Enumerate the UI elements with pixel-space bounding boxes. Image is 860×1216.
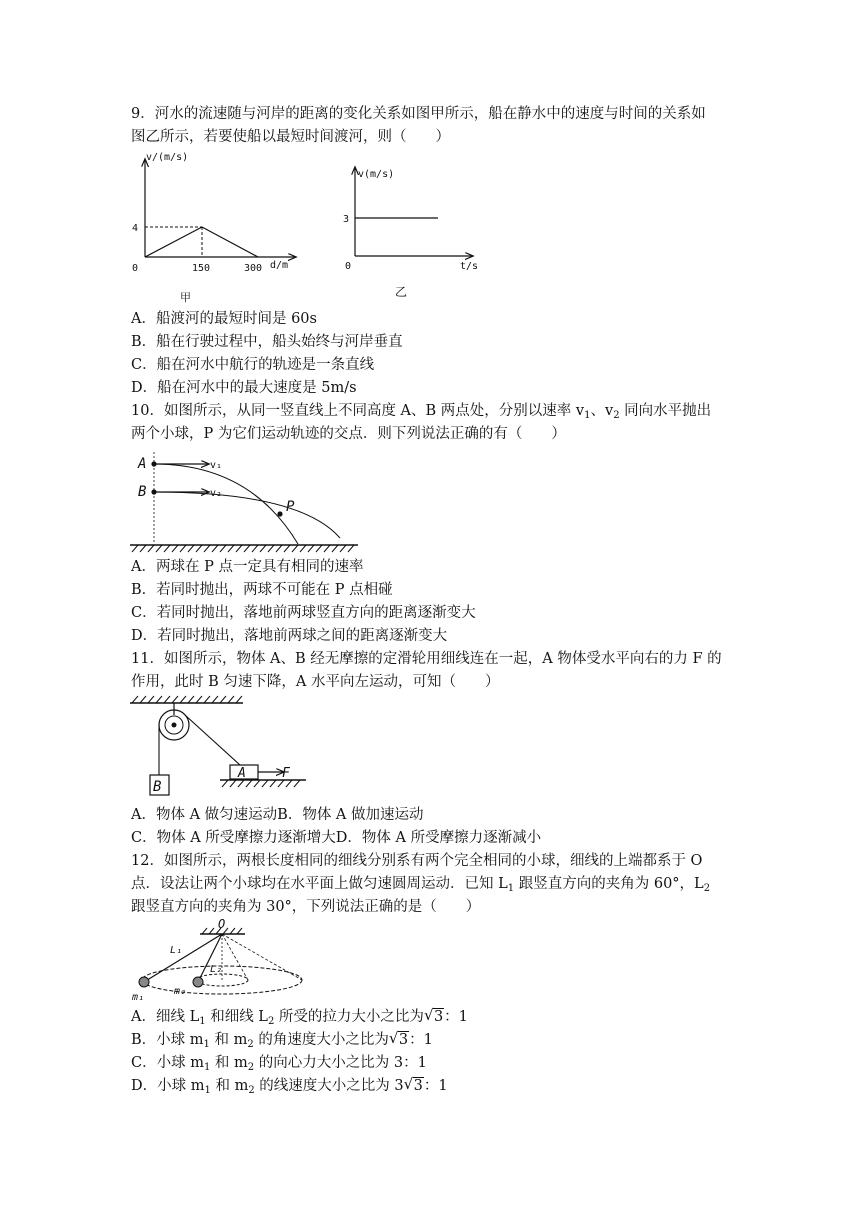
q11-stem-line1: 11．如图所示，物体 A、B 经无摩擦的定滑轮用细线连在一起，A 物体受水平向右的力 F 的 [131, 651, 722, 667]
jia-xlabel: d/m [270, 260, 289, 271]
label-f: F [282, 766, 290, 781]
cone-small-right [222, 934, 248, 980]
yi-caption: 乙 [395, 285, 408, 299]
q10-option-c: C．若同时抛出，落地前两球竖直方向的距离逐渐变大 [131, 605, 476, 621]
sqrt-symbol: √ 3 [423, 1006, 444, 1025]
ball-m1 [139, 977, 149, 987]
yi-xlabel: t/s [460, 261, 479, 272]
q12-stem-line1: 12．如图所示，两根长度相同的细线分别系有两个完全相同的小球，细线的上端都系于 O [131, 853, 703, 869]
label-a: A [138, 456, 147, 472]
label-m1: m₁ [132, 992, 145, 1003]
q12-stem-line3: 跟竖直方向的夹角为 30°，下列说法正确的是（ ） [131, 899, 481, 915]
sqrt-symbol: √ 3 [403, 1075, 423, 1094]
jia-origin: 0 [132, 263, 139, 274]
cone-right [222, 934, 302, 980]
q9-option-d: D．船在河水中的最大速度是 5m/s [131, 380, 357, 396]
jia-xtick1: 150 [192, 263, 211, 274]
label-l1: L₁ [170, 945, 183, 956]
label-v2: v₂ [210, 488, 223, 499]
q11-figure [128, 695, 313, 800]
point-p [277, 511, 282, 516]
q12-option-b: B．小球 $m_1$ 和 $m_2$ 的角速度大小之比为 √ 3：1 [131, 1029, 433, 1050]
label-b: B [138, 484, 147, 500]
q9-figure-jia [130, 150, 320, 310]
q12-option-a: A．细线 $L_1$ 和细线 $L_2$ 所受的拉力大小之比为 √ 3：1 [131, 1006, 468, 1027]
ball-m2 [193, 977, 203, 987]
q9-option-a: A．船渡河的最短时间是 60s [131, 311, 317, 327]
label-b: B [153, 779, 162, 795]
q11-option-cd: C．物体 A 所受摩擦力逐渐增大D．物体 A 所受摩擦力逐渐减小 [131, 830, 542, 846]
q11-option-ab: A．物体 A 做匀速运动B．物体 A 做加速运动 [131, 807, 424, 823]
label-a: A [238, 766, 246, 781]
q9-stem-line1: 9．河水的流速随与河岸的距离的变化关系如图甲所示，船在静水中的速度与时间的关系如 [131, 106, 706, 122]
label-v1: v₁ [210, 460, 223, 471]
label-o: O [218, 918, 226, 931]
q10-option-a: A．两球在 P 点一定具有相同的速率 [131, 559, 364, 575]
q11-stem-line2: 作用，此时 B 匀速下降，A 水平向左运动，可知（ ） [131, 674, 500, 690]
jia-caption: 甲 [180, 291, 191, 304]
q10-stem-line1: 10．如图所示，从同一竖直线上不同高度 A、B 两点处，分别以速率 $v_1$、$v_2$ 同向水平抛出 [131, 403, 712, 421]
jia-ylabel: v/(m/s) [146, 152, 189, 163]
label-l2: L₂ [210, 964, 223, 975]
jia-xtick2: 300 [244, 263, 263, 274]
q9-option-c: C．船在河水中航行的轨迹是一条直线 [131, 357, 375, 373]
q10-option-d: D．若同时抛出，落地前两球之间的距离逐渐变大 [131, 628, 448, 644]
q12-option-c: C．小球 $m_1$ 和 $m_2$ 的向心力大小之比为 3：1 [131, 1055, 427, 1073]
q9-stem-line2: 图乙所示，若要使船以最短时间渡河，则（ ） [131, 129, 450, 145]
ceiling [130, 696, 243, 703]
label-p: P [286, 499, 295, 515]
jia-ytick: 4 [132, 223, 139, 234]
floor [220, 780, 306, 787]
label-m2: m₂ [174, 986, 187, 997]
q9-option-b: B．船在行驶过程中，船头始终与河岸垂直 [131, 334, 403, 350]
q9-figure-yi [340, 163, 490, 305]
trajectory-b [154, 492, 340, 538]
q10-option-b: B．若同时抛出，两球不可能在 P 点相碰 [131, 582, 393, 598]
sqrt-symbol: √ 3 [388, 1029, 409, 1048]
q12-figure [130, 918, 310, 1003]
rope-to-a [185, 715, 240, 765]
yi-ytick: 3 [343, 214, 350, 225]
yi-ylabel: v(m/s) [358, 169, 395, 180]
yi-origin: 0 [345, 261, 352, 272]
q10-figure [130, 448, 360, 554]
pulley-axle [172, 723, 177, 728]
q10-stem-line2: 两个小球，P 为它们运动轨迹的交点．则下列说法正确的有（ ） [131, 426, 566, 442]
q12-stem-line2: 点．设法让两个小球均在水平面上做匀速圆周运动．已知 $L_1$ 跟竖直方向的夹角为 60°，$L_2$ [131, 876, 711, 894]
ground [130, 545, 358, 552]
q12-option-d: D．小球 $m_1$ 和 $m_2$ 的线速度大小之比为 3 √ 3：1 [131, 1075, 448, 1096]
